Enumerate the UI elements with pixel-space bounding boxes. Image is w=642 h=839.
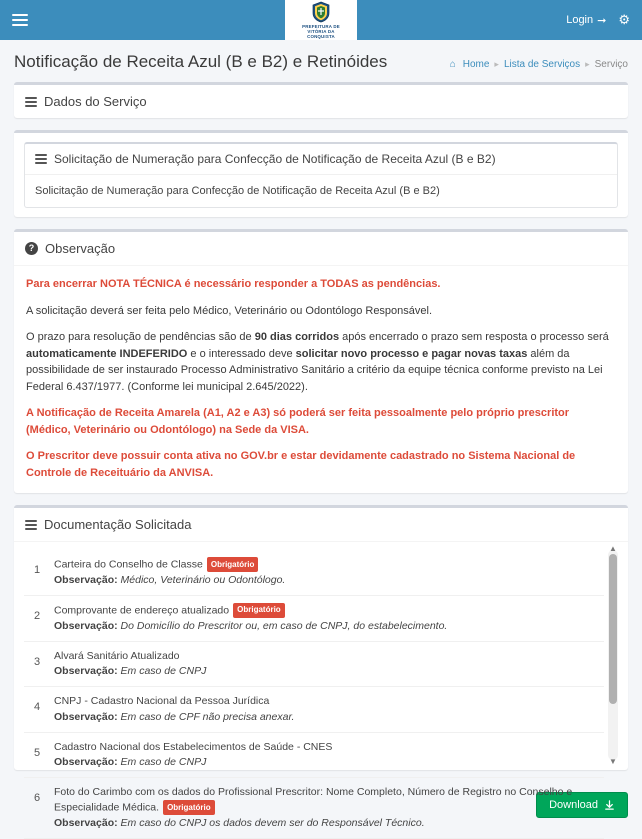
doc-observation-text: Em caso de CNPJ [120,755,207,768]
status-badge: Obrigatório [207,557,259,572]
brand-logo[interactable] [285,0,357,40]
request-inner-header [25,144,617,175]
observation-header [14,232,628,266]
doc-title [54,694,600,709]
brand-text: PREFEITURA DE VITÓRIA DA CONQUISTA [302,23,340,40]
doc-title [54,740,600,755]
list-icon [35,154,47,164]
list-icon [25,97,37,107]
breadcrumb-separator: ▸ [585,59,590,69]
service-data-header [14,85,628,118]
observation-title: Observação [45,241,116,256]
obs3-part-1: O prazo para resolução de pendências são de [26,331,255,343]
scrollbar-thumb[interactable] [609,554,617,704]
doc-title [54,785,600,816]
request-body-text: Solicitação de Numeração para Confecção de Notificação de Receita Azul (B e B2) [35,185,440,197]
sign-in-icon: ➞ [597,14,607,27]
service-data-box [14,82,628,118]
breadcrumb-home[interactable]: Home [462,59,490,70]
scrollbar[interactable] [608,544,618,766]
list-item [24,596,604,642]
page-title: Notificação de Receita Azul (B e B2) e Retinóides [14,52,388,71]
doc-number: 1 [33,564,41,576]
obs3-part-6: solicitar novo processo e pagar novas taxas [295,347,528,360]
doc-number: 4 [33,701,41,714]
status-badge: Obrigatório [163,800,215,815]
top-navbar [0,0,642,40]
page-header [0,40,642,82]
download-label: Download [549,799,598,811]
doc-title [54,557,600,573]
doc-observation-label: Observação: [54,817,118,830]
login-label: Login [566,14,594,26]
doc-observation-label: Observação: [54,665,118,678]
documentation-header [14,508,628,542]
crest-icon [311,1,331,23]
observation-paragraph-5: O Prescritor deve possuir conta ativa no GOV.br e estar devidamente cadastrado no Sistema Nacional de Controle de Receituário da ANVISA. [26,450,576,479]
doc-title-text: Foto do Carimbo com os dados do Profissional Prescritor: Nome Completo, Número de Registro no Conselho e Especialidade Médica. [54,786,573,814]
obs3-part-7: além da possibilidade de ser instaurado Processo Administrativo Sanitário a critério da equipe técnica conforme previsto na Lei Federal 6.437/1977. (Conforme lei municipal 2.645/2022). [26,347,603,393]
obs3-part-5: e o interessado deve [187,347,296,360]
doc-observation-label: Observação: [54,573,118,586]
list-item [24,778,604,839]
list-item [24,687,604,732]
question-icon: ? [25,242,38,255]
observation-body [14,266,628,493]
doc-title-text: Comprovante de endereço atualizado [54,604,230,617]
service-data-title: Dados do Serviço [44,94,147,109]
doc-title [54,649,600,664]
request-inner-box [24,142,618,208]
doc-observation [54,573,600,588]
doc-number: 6 [33,792,41,805]
request-box [14,130,628,217]
doc-title-text: Alvará Sanitário Atualizado [54,649,180,662]
gear-icon[interactable]: ⚙ [618,12,630,27]
doc-title-text: CNPJ - Cadastro Nacional da Pessoa Jurídica [54,695,270,708]
login-button[interactable] [566,14,606,27]
documentation-title: Documentação Solicitada [44,517,192,532]
list-item [24,642,604,687]
observation-box [14,229,628,493]
breadcrumb-separator: ▸ [494,59,499,69]
observation-paragraph-3 [26,329,616,395]
observation-paragraph-4: A Notificação de Receita Amarela (A1, A2 e A3) só poderá ser feita pessoalmente pelo próprio prescritor (Médico, Veterinário ou Odontólogo) na Sede da VISA. [26,407,570,436]
list-item [24,733,604,778]
doc-observation-text: Em caso de CNPJ [120,665,207,678]
request-header-text: Solicitação de Numeração para Confecção de Notificação de Receita Azul (B e B2) [54,152,496,166]
doc-title [54,603,600,619]
doc-observation [54,619,600,634]
scroll-down-icon[interactable]: ▼ [609,757,617,766]
doc-number: 5 [33,746,41,759]
doc-title-text: Cadastro Nacional dos Estabelecimentos de Saúde - CNES [54,740,333,753]
doc-observation [54,664,600,679]
status-badge: Obrigatório [233,603,285,618]
doc-observation-label: Observação: [54,755,118,768]
doc-number: 2 [33,609,41,622]
observation-paragraph-1: Para encerrar NOTA TÉCNICA é necessário responder a TODAS as pendências. [26,278,441,290]
doc-title-text: Carteira do Conselho de Classe [54,558,203,571]
doc-observation-text: Médico, Veterinário ou Odontólogo. [120,573,286,586]
doc-number: 3 [33,655,41,668]
doc-observation-label: Observação: [54,710,118,723]
hamburger-icon[interactable] [12,14,28,26]
obs3-part-4: automaticamente INDEFERIDO [26,347,188,360]
scroll-up-icon[interactable]: ▲ [609,544,617,553]
doc-observation [54,710,600,725]
obs3-part-3: após encerrado o prazo sem resposta o processo será [339,331,609,343]
doc-observation [54,755,600,770]
breadcrumb-current: Serviço [594,59,628,70]
home-icon: ⌂ [449,59,456,70]
doc-observation-text: Em caso de CPF não precisa anexar. [120,710,295,723]
doc-observation-text: Em caso do CNPJ os dados devem ser do Responsável Técnico. [120,817,425,830]
list-item [24,550,604,596]
doc-observation [54,816,600,831]
list-icon [25,520,37,530]
observation-paragraph-2: A solicitação deverá ser feita pelo Médico, Veterinário ou Odontólogo Responsável. [26,304,433,317]
doc-observation-text: Do Domicílio do Prescritor ou, em caso de CNPJ, do estabelecimento. [120,619,448,632]
obs3-part-2: 90 dias corridos [254,331,340,343]
doc-observation-label: Observação: [54,619,118,632]
breadcrumb [450,59,628,70]
top-right-actions [566,12,630,28]
download-icon [604,800,615,811]
breadcrumb-service-list[interactable]: Lista de Serviços [503,59,581,70]
